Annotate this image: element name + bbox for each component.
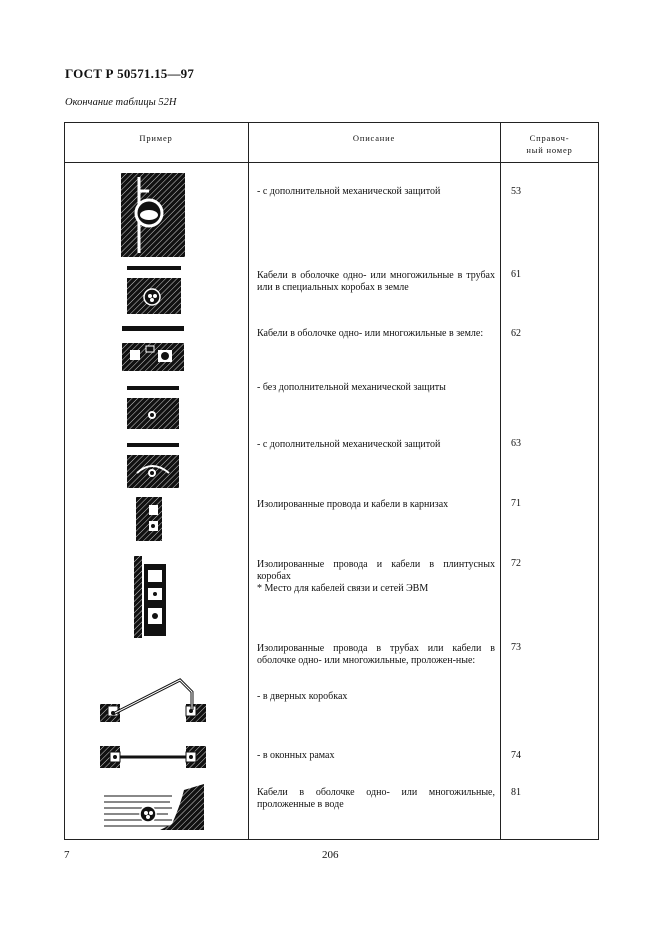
row-reference-number: 53 — [511, 186, 521, 197]
row-description: Кабели в оболочке одно- или многожильные в земле: — [257, 328, 484, 339]
cable-with-protection-icon — [127, 443, 179, 489]
cable-in-pipe-ground-icon — [127, 266, 181, 316]
row-reference-number: 74 — [511, 750, 521, 761]
row-reference-number: 73 — [511, 642, 521, 653]
row-description: - без дополнительной механической защиты — [257, 382, 446, 393]
row-reference-number: 71 — [511, 498, 521, 509]
row-reference-number: 61 — [511, 269, 521, 280]
column-divider — [500, 122, 501, 840]
row-description: - с дополнительной механической защитой — [257, 186, 441, 197]
duct-with-protection-icon — [121, 173, 185, 257]
column-header-reference-line1: Справоч- — [529, 133, 570, 143]
header-divider — [64, 162, 599, 163]
document-title: ГОСТ Р 50571.15—97 — [65, 66, 195, 81]
page-number: 206 — [322, 849, 339, 861]
row-description: Кабели в оболочке одно- или многожильные в трубах или в специальных коробах в земле — [257, 270, 495, 293]
row-reference-number: 63 — [511, 438, 521, 449]
table-continuation-label: Окончание таблицы 52Н — [65, 97, 177, 108]
underwater-cable-icon — [100, 782, 208, 832]
row-footnote: * Место для кабелей связи и сетей ЭВМ — [257, 583, 429, 594]
column-divider — [248, 122, 249, 840]
row-description: Изолированные провода и кабели в карнизах — [257, 499, 449, 510]
skirting-wiring-icon — [134, 556, 168, 638]
row-description: Изолированные провода и кабели в плинтусных коробах — [257, 559, 495, 582]
row-description: - в дверных коробках — [257, 691, 348, 702]
column-header-description: Описание — [352, 133, 396, 143]
column-header-reference-line2: ный номер — [526, 145, 573, 155]
row-reference-number: 81 — [511, 787, 521, 798]
cornice-wiring-icon — [136, 497, 162, 541]
window-frame-wiring-icon — [100, 744, 206, 770]
side-mark: 7 — [64, 849, 70, 861]
row-description: - с дополнительной механической защитой — [257, 439, 441, 450]
cable-in-ground-icon — [122, 326, 184, 372]
row-description: Кабели в оболочке одно- или многожильные, проложенные в воде — [257, 787, 495, 810]
row-reference-number: 72 — [511, 558, 521, 569]
column-header-example: Пример — [139, 133, 173, 143]
door-frame-wiring-icon — [100, 676, 206, 724]
row-description: Изолированные провода в трубах или кабели в оболочке одно- или многожильные, проложен-ные: — [257, 643, 495, 666]
row-reference-number: 62 — [511, 328, 521, 339]
cable-no-protection-icon — [127, 386, 179, 430]
row-description: - в оконных рамах — [257, 750, 335, 761]
